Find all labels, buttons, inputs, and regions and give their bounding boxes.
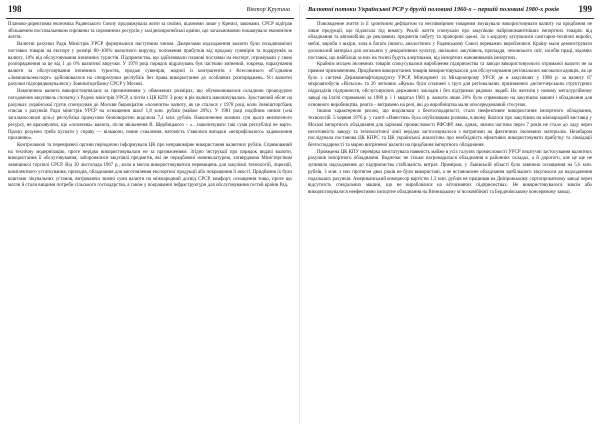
right-page-number: 199 — [578, 4, 592, 14]
paragraph: Повсякденне життя із її хронічним дефіцитом та неспівмірним товарним змушувало використовувати валюту на придбання не лише продукції, що підлягала під вимогу. Реалії життя спонукали про закупівлю найрізноманітніших імпортних товарів: від обладнання та автомобілів до рекламних предметів побуту та прапорної одежі. За з кордону купувалися санітарно-технічні вироби, меблі, вироби з шкіри, хоча в багато іншого, аналогічних у Радянському Союзі переважно вироблялися. Країну мали демонструвати досконалий матеріал для загальних у декоративних культур, шкільних закупівель, приладдя, чеховського світ, засобів праці, відомих поставок, що найбільш за них на тисячі будуть алертиками, від імпортних наповнювачів імпортних. — [308, 22, 592, 61]
right-page-body — [306, 22, 594, 197]
left-page-number: 198 — [8, 4, 22, 14]
left-page-header — [6, 4, 294, 19]
right-running-head: Валютні потоки Української РСР у другій половині 1960-х – першій половині 1980-х років — [308, 6, 559, 13]
paragraph: Планово-директивна економіка Радянського Союзу продовжувала жити за своїми, відомими лише у Кремлі, законами. СРСР відіграв збільшеним постачальником сировини та сировинних ресурсів у західноєвропейські країни, що загальномовно пошанувало економічне життя. — [8, 22, 292, 41]
left-page-body — [6, 22, 294, 190]
paragraph: Проведена ЦК КПУ перевірка констатувала наявність майже в усіх галузях промисловості УРСР поштучні застосування валютних рахунків імпортного обладнання. Водночас не тільки нагромадилася обладнання в районних складах, а й дорогого, але це ще не зупиняло надходження до підприємства стабільність витрат. Приміром, у Львівській області було завезено оснащення на 5,6 млн. рублів, 3 млн. з них протягом двох років не були використані, а не встановлене обладнання здебільшого закупалося до надходження подальших рахунків. Американський компресор вартістю 1,3 млн. рублів не працював на Дніпровському сортопрокатному заводі через відсутність спеціальних машин, що не вироблялися на вітчизняних підприємствах. Не використовувалося зовсім або використовувалося неефективно імпортне обладнання на Вінницькому м’ясокомбінаті та Бердичівському консервному заводі. — [308, 149, 592, 195]
right-page — [306, 0, 594, 428]
paragraph: Накопичена валюта використовувалася за призначенням у обмежених розмірах, що обумовлювалося складною процедурою погодження закупівель спочатку з Радою міністрів УРСР, а потім з ЦК КПУ. З року в рік валюта накопичувалась. Зростаючий обсяг на рахунках української групи спонукував до Москви бюрократію «позичити» валюту, як це сталося у 1978 році, коли Зовнішторгбанк списав з рахунків Ради міністрів УРСР на оснащення шахт 1,8 млн. рублів (майже 20%). У 1981 році подібним чином («на загальносоюзні цілі») республіка примусово безповоротно виділила 7,4 млн. рублів. Накопичення значних сум цього величезного ресурсу, не враховуючи, що «позичена» валюта, після звільнення В. Щербицького – «…накопичувати такі суми республіці не варто. Прошу розумно треба пускати у справу — вілкаючи, повне схвалення, натомість з’явилися випадки «непрофільного» задоволення проханню». — [8, 89, 292, 142]
left-page — [6, 0, 294, 428]
right-page-header — [306, 4, 594, 19]
paragraph: Валютні рахунки Ради Міністрів УРСР формувалися наступним чином. Джерелами надходження валюти були позадинамічні поставки товарів на експорт у розмірі 80–100% валютного виручку, положення прибутків від продажу сувенірів та подарунків за валюту, 10% від обслуговування іноземних туристів. Підприємства, що здійснювали планові поставки на експорт, отримували у свою розпорядження за це від 1 до 6% валютної виручки. У 1978 році порядок відрахувань був частково змінений, зокрема, нарахування валюти за обслуговування іноземних туристів, продаж сувенірів, жодної із контрагентів з Всесоюзного об’єднання «Зовнішньоекспорт» здійснювалося на спецрахунки республік без права використання до особливих розпоряджень. Усі валютні рахунки підпорядковувалися у Зовнішторгбанку СРСР у Москві. — [8, 42, 292, 88]
paragraph: Іншою характерною рисою, що виділялася з безгосподарності, стало неефективне використання імпортного обладнання, технологій. 5 червня 1976 р. у газеті «Известия» була опублікована розмова, в якому йшлося про закупівлю на міжнародній виставці у Москві імпортного обладнання для харчової промисловості РФСФР, яке, однак, значна частина через 7 років не стало до ладу через неготовність заводу та технологічної лінії нерідко застосовувалося з витратами на фактичних іноземних матеріалів. Незабаром послідувала постанова ЦК КПРС та ЦК української аналогічна про необхідність ефективно використовувати прибутку та ліквідації безгосподарності та марно витраченої валюти на придбання імпортного обладнання. — [308, 109, 592, 148]
paragraph: Крайнім місцем іноземних товарів спокусувалися вироблення підприємства та заводи використовуючого отриманої валюти не за прямим призначенням. Придбання використання товарів використовувалося для обслуговування регіональних високопосадовців, як це було з системі Держкомнафтопродукту УРСР, Мінчорметі та Міхарчопрому УРСР, де в закупівлях у 1980 р. за валюту 67 мікроавтобусів «Вільсон» та 26 легкових «Жуки» були сплачені з груп для регіональних призначених диспетчерським структурних підрозділів підприємств, обслуговуючих державних закладів і без підтримки рядових людей. На жителів у новому металургійному заводі на Іллічі спрямовані за 1980 р. і 1 квартал 1981 р. валюти лише 20% було спрямовано на закупівлю машин і обладнання для основного виробництва, решта – витрачено на речі, які до виробництва мали опосередкований стосунок. — [308, 62, 592, 108]
page-gutter — [299, 4, 300, 424]
left-running-head: Віктор Крупина — [246, 6, 290, 13]
paragraph: Контролюючі та перевіряючі органи періодично інформували ЦК про неправомірне використання валютних рублів. Спрямований на технічну модернізацію, проте нерідко використовувалася не за призначенням. Згідно інструкції про порядок видачі валюти, використання її обслуговування, заборонялися закупівлі предметів, які не передбачені номенклатурою, затверджена Міністерством зовнішньої торгівлі СРСР. Від 30 листопада 1967 р., коли в могли використовуватися перевищень для закупівлі технологій, ліцензій, комплектного устаткування, приладів, обладнання для виготовлення експортної продукції або покращення її якості. Придбання їх були коштами лікувальних установ, витрачаючи значні суми валюти на міжнародний досвід СРСР, комфорт, оснащення тощо, проте що могли й стали вищими потреби сільського господарства, а також у покращенні інфраструктури для обслуговування гостей країни Рад. — [8, 142, 292, 189]
